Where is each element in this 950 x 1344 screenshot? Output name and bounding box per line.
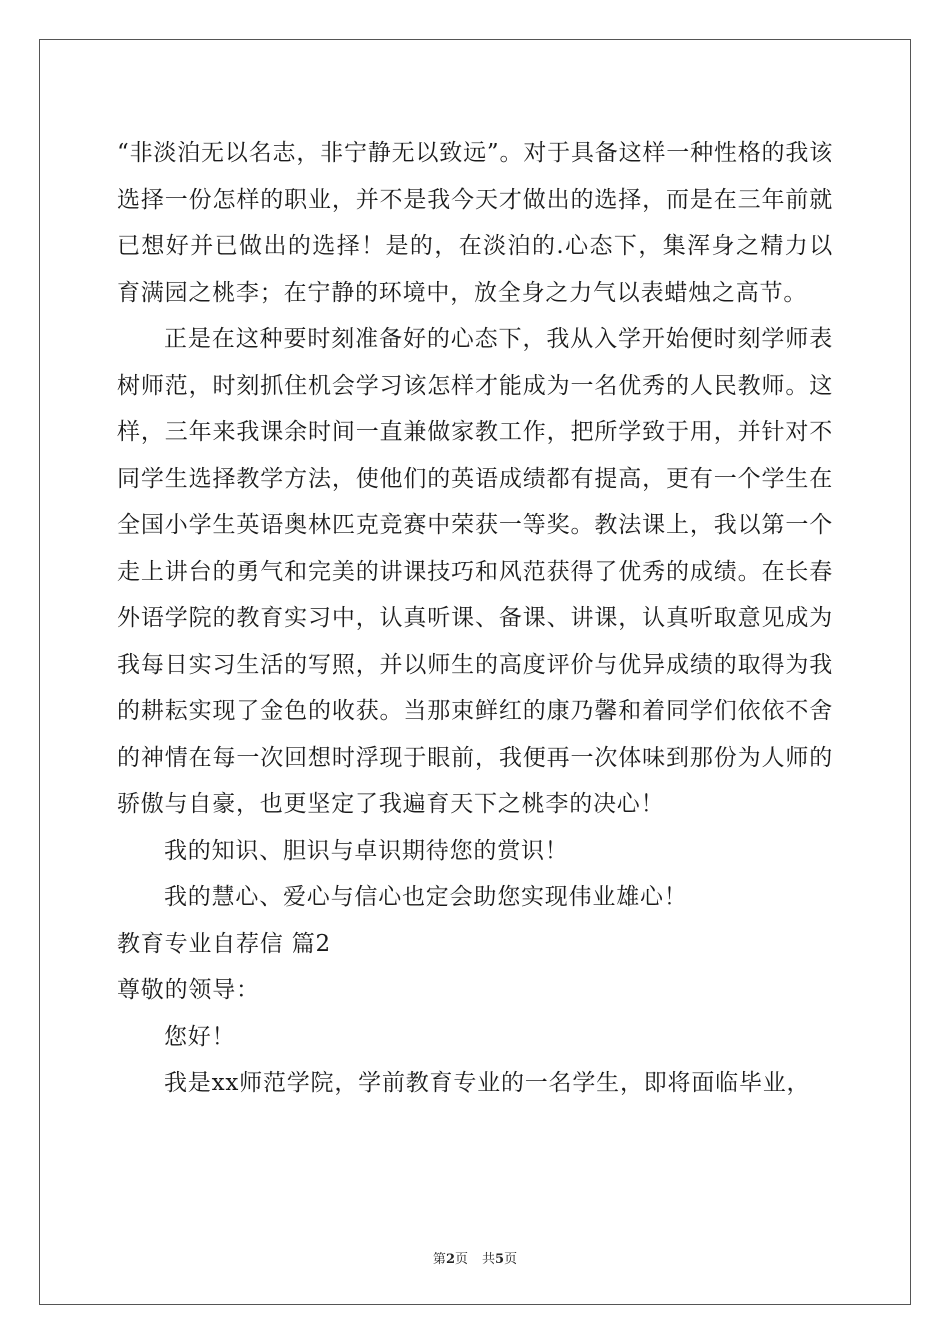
salutation: 尊敬的领导： [117, 977, 260, 1003]
page-suffix: 页 [454, 1252, 468, 1267]
page-prefix: 第 [432, 1252, 446, 1267]
page-footer [0, 1248, 950, 1267]
section-title: 教育专业自荐信 篇2 [117, 930, 331, 957]
intro-line: 我是xx师范学院，学前教育专业的一名学生，即将面临毕业， [164, 1070, 811, 1096]
page-total: 5 [495, 1252, 505, 1267]
paragraph-4: 我的慧心、爱心与信心也定会助您实现伟业雄心！ [164, 884, 688, 910]
document-body [117, 130, 833, 1107]
paragraph-2: 正是在这种要时刻准备好的心态下，我从入学开始便时刻学师表树师范，时刻抓住机会学习该怎样才能成为一名优秀的人民教师。这样，三年来我课余时间一直兼做家教工作，把所学致于用，并针对不同学生选择教学方法，使他们的英语成绩都有提高，更有一个学生在全国小学生英语奥林匹克竞赛中荣获一等奖。教法课上，我以第一个走上讲台的勇气和完美的讲课技巧和风范获得了优秀的成绩。在长春外语学院的教育实习中，认真听课、备课、讲课，认真听取意见成为我每日实习生活的写照，并以师生的高度评价与优异成绩的取得为我的耕耘实现了金色的收获。当那束鲜红的康乃馨和着同学们依依不舍的神情在每一次回想时浮现于眼前，我便再一次体味到那份为人师的骄傲与自豪，也更坚定了我遍育天下之桃李的决心！ [117, 326, 833, 817]
greeting: 您好！ [164, 1023, 236, 1050]
total-suffix: 页 [504, 1252, 518, 1267]
paragraph-3: 我的知识、胆识与卓识期待您的赏识！ [164, 837, 569, 864]
paragraph-1: “非淡泊无以名志，非宁静无以致远”。对于具备这样一种性格的我该选择一份怎样的职业，并不是我今天才做出的选择，而是在三年前就已想好并已做出的选择！是的，在淡泊的.心态下，集浑身之精力以育满园之桃李；在宁静的环境中，放全身之力气以表蜡烛之高节。 [117, 140, 833, 306]
total-prefix: 共 [482, 1252, 496, 1267]
page-current: 2 [445, 1252, 455, 1267]
